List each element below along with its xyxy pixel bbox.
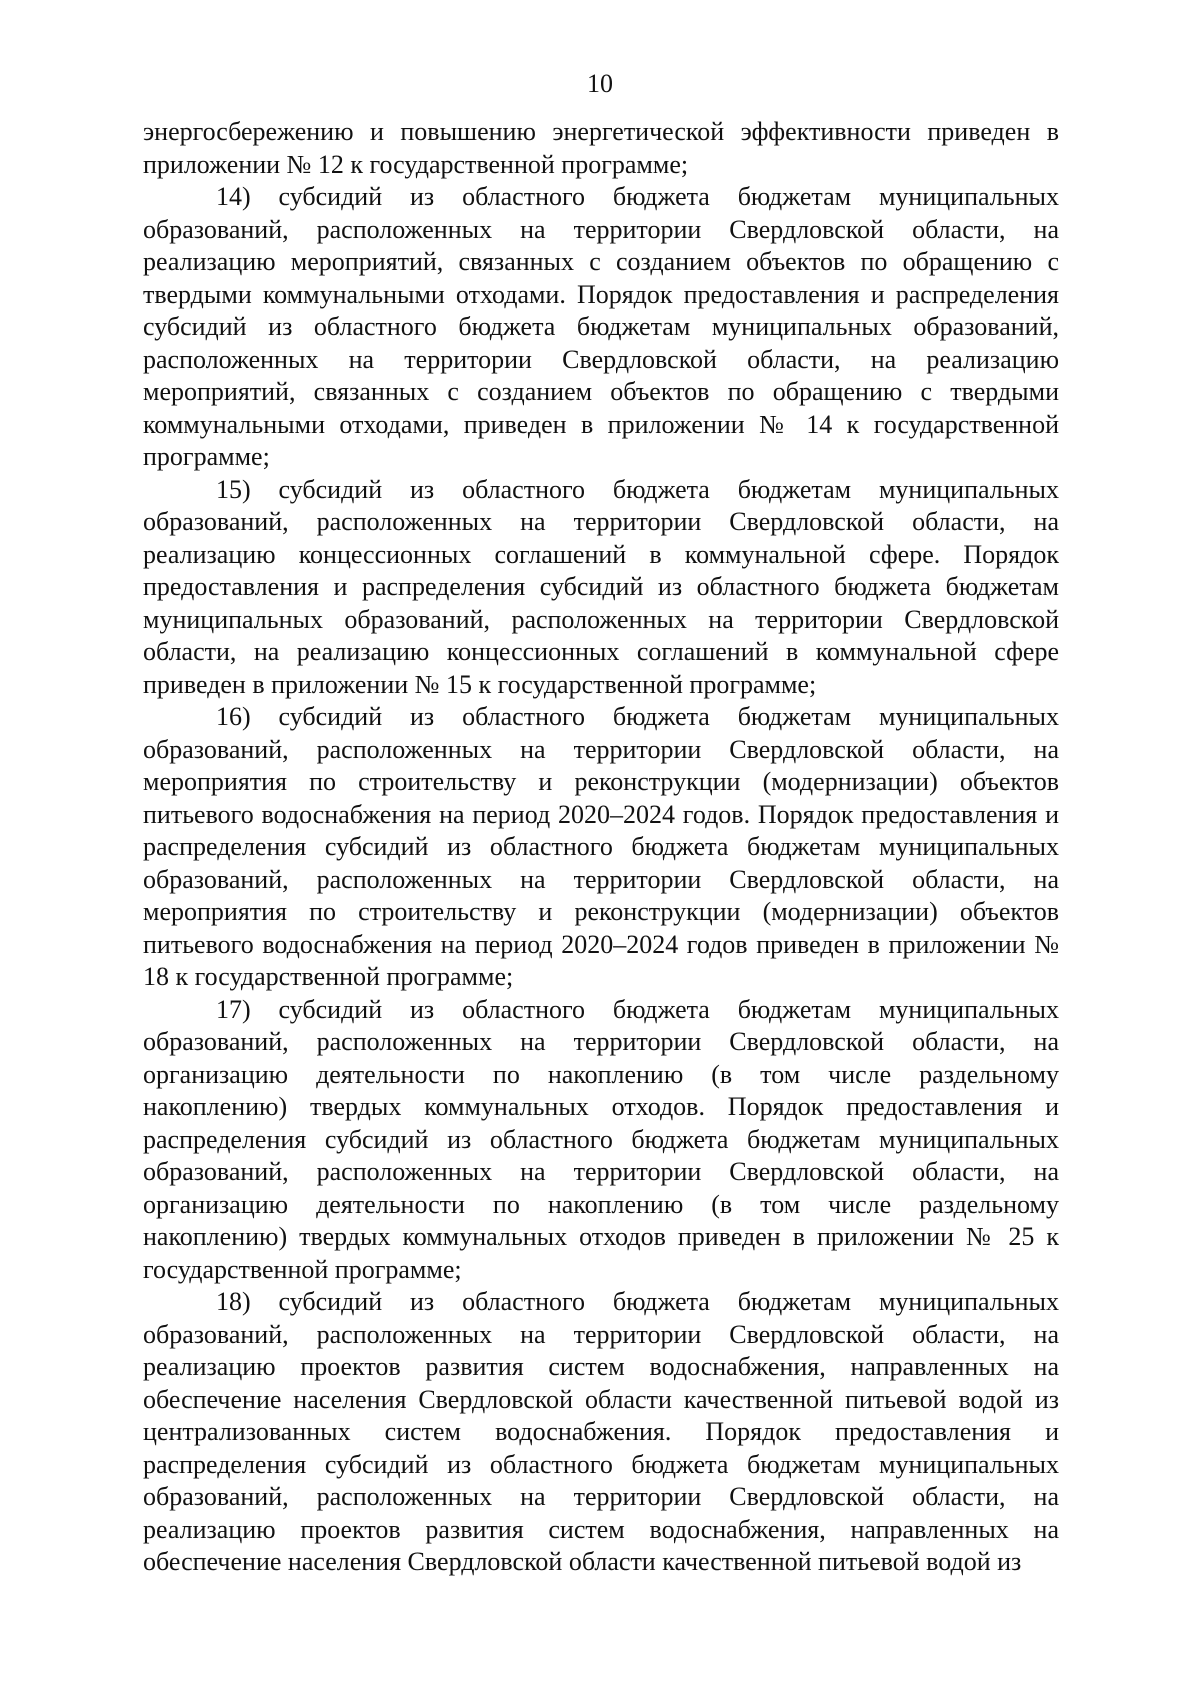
- paragraph-continuation: энергосбережению и повышению энергетической эффективности приведен в приложении № 12 к государственной программе;: [143, 117, 1059, 179]
- paragraph-item-16: 16) субсидий из областного бюджета бюджетам муниципальных образований, расположенных на территории Свердловской области, на мероприятия по строительству и реконструкции (модернизации) объектов питьевого водоснабжения на период 2020–2024 годов. Порядок предоставления и распределения субсидий из областного бюджета бюджетам муниципальных образований, расположенных на территории Свердловской области, на мероприятия по строительству и реконструкции (модернизации) объектов питьевого водоснабжения на период 2020–2024 годов приведен в приложении № 18 к государственной программе;: [143, 702, 1059, 991]
- paragraph-item-14: 14) субсидий из областного бюджета бюджетам муниципальных образований, расположенных на территории Свердловской области, на реализацию мероприятий, связанных с созданием объектов по обращению с твердыми коммунальными отходами. Порядок предоставления и распределения субсидий из областного бюджета бюджетам муниципальных образований, расположенных на территории Свердловской области, на реализацию мероприятий, связанных с созданием объектов по обращению с твердыми коммунальными отходами, приведен в приложении № 14 к государственной программе;: [143, 182, 1059, 471]
- document-body: [143, 116, 1059, 1579]
- paragraph-item-15: 15) субсидий из областного бюджета бюджетам муниципальных образований, расположенных на территории Свердловской области, на реализацию концессионных соглашений в коммунальной сфере. Порядок предоставления и распределения субсидий из областного бюджета бюджетам муниципальных образований, расположенных на территории Свердловской области, на реализацию концессионных соглашений в коммунальной сфере приведен в приложении № 15 к государственной программе;: [143, 474, 1059, 699]
- paragraph-item-18: 18) субсидий из областного бюджета бюджетам муниципальных образований, расположенных на территории Свердловской области, на реализацию проектов развития систем водоснабжения, направленных на обеспечение населения Свердловской области качественной питьевой водой из централизованных систем водоснабжения. Порядок предоставления и распределения субсидий из областного бюджета бюджетам муниципальных образований, расположенных на территории Свердловской области, на реализацию проектов развития систем водоснабжения, направленных на обеспечение населения Свердловской области качественной питьевой водой из: [143, 1287, 1059, 1576]
- page-number: 10: [587, 69, 613, 98]
- paragraph-item-17: 17) субсидий из областного бюджета бюджетам муниципальных образований, расположенных на территории Свердловской области, на организацию деятельности по накоплению (в том числе раздельному накоплению) твердых коммунальных отходов. Порядок предоставления и распределения субсидий из областного бюджета бюджетам муниципальных образований, расположенных на территории Свердловской области, на организацию деятельности по накоплению (в том числе раздельному накоплению) твердых коммунальных отходов приведен в приложении № 25 к государственной программе;: [143, 994, 1059, 1284]
